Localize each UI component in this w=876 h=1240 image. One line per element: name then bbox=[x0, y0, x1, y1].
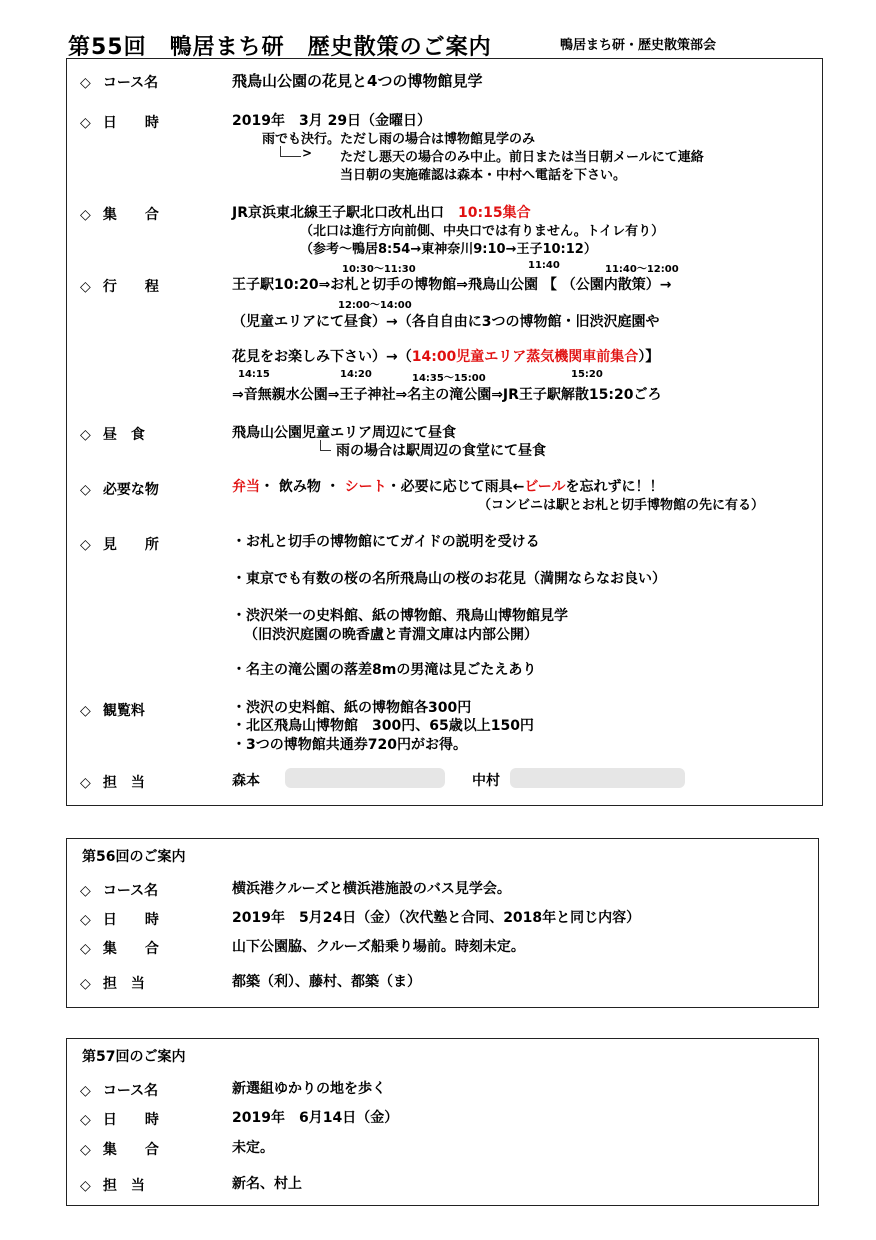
course-value: 飛鳥山公園の花見と4つの博物館見学 bbox=[232, 72, 483, 90]
route-time: 10:30～11:30 bbox=[342, 264, 416, 275]
route-label: ◇ 行 程 bbox=[80, 279, 159, 295]
date-note-confirm: 当日朝の実施確認は森本・中村へ電話を下さい。 bbox=[340, 168, 627, 183]
route-line: （児童エリアにて昼食）→（各自自由に3つの博物館・旧渋沢庭園や bbox=[232, 314, 660, 330]
highlight-item: ・東京でも有数の桜の名所飛鳥山の桜のお花見（満開ならなお良い） bbox=[232, 571, 666, 587]
course-value: 新選組ゆかりの地を歩く bbox=[232, 1081, 386, 1097]
diamond-icon: ◇ bbox=[80, 912, 91, 928]
diamond-icon: ◇ bbox=[80, 207, 91, 223]
course-label: ◇ コース名 bbox=[80, 1083, 159, 1099]
diamond-icon: ◇ bbox=[80, 1083, 91, 1099]
meet-label: ◇ 集 合 bbox=[80, 941, 159, 957]
meet-label: ◇ 集 合 bbox=[80, 207, 159, 223]
route-time: 15:20 bbox=[571, 369, 603, 380]
items-label: ◇ 必要な物 bbox=[80, 482, 159, 498]
meet-label: ◇ 集 合 bbox=[80, 1142, 159, 1158]
lunch-label: ◇ 昼 食 bbox=[80, 427, 145, 443]
diamond-icon: ◇ bbox=[80, 75, 91, 91]
route-line: 花見をお楽しみ下さい）→（14:00児童エリア蒸気機関車前集合）】 bbox=[232, 349, 660, 365]
highlight-note: （旧渋沢庭園の晩香盧と青淵文庫は内部公開） bbox=[244, 627, 538, 643]
meet-note-trains: （参考～鴨居8:54→東神奈川9:10→王子10:12） bbox=[300, 242, 597, 257]
route-time: 11:40 bbox=[528, 260, 560, 271]
route-time: 12:00～14:00 bbox=[338, 300, 412, 311]
diamond-icon: ◇ bbox=[80, 703, 91, 719]
items-value: 弁当・ 飲み物 ・ シート・必要に応じて雨具←ビールを忘れずに！！ bbox=[232, 479, 664, 495]
diamond-icon: ◇ bbox=[80, 883, 91, 899]
route-line: ⇒音無親水公園⇒王子神社⇒名主の滝公園⇒JR王子駅解散15:20ごろ bbox=[232, 387, 662, 403]
staff-name: 中村 bbox=[472, 773, 500, 789]
staff-label: ◇ 担 当 bbox=[80, 1178, 145, 1194]
fee-item: ・北区飛鳥山博物館 300円、65歳以上150円 bbox=[232, 718, 534, 734]
lunch-value: 飛鳥山公園児童エリア周辺にて昼食 bbox=[232, 425, 456, 441]
course-label: ◇ コース名 bbox=[80, 75, 159, 91]
staff-value: 新名、村上 bbox=[232, 1176, 302, 1192]
highlight-item: ・お札と切手の博物館にてガイドの説明を受ける bbox=[232, 534, 540, 550]
branch-arrow-icon bbox=[280, 146, 301, 157]
staff-label: ◇ 担 当 bbox=[80, 775, 145, 791]
fee-label: ◇ 観覧料 bbox=[80, 703, 145, 719]
date-label: ◇ 日 時 bbox=[80, 1112, 159, 1128]
date-value: 2019年 6月14日（金） bbox=[232, 1110, 399, 1126]
fee-item: ・渋沢の史料館、紙の博物館各300円 bbox=[232, 700, 472, 716]
route-time: 14:20 bbox=[340, 369, 372, 380]
meet-time: 10:15集合 bbox=[458, 205, 531, 221]
items-note: （コンビニは駅とお札と切手博物館の先に有る） bbox=[478, 498, 765, 513]
redacted-phone bbox=[285, 768, 445, 788]
diamond-icon: ◇ bbox=[80, 976, 91, 992]
diamond-icon: ◇ bbox=[80, 279, 91, 295]
meet-note-exit: （北口は進行方向前側、中央口では有りません。トイレ有り） bbox=[300, 224, 665, 239]
diamond-icon: ◇ bbox=[80, 1142, 91, 1158]
route-time: 11:40～12:00 bbox=[605, 264, 679, 275]
staff-value: 都築（利）、藤村、都築（ま） bbox=[232, 974, 421, 990]
event57-heading: 第57回のご案内 bbox=[82, 1049, 186, 1065]
staff-label: ◇ 担 当 bbox=[80, 976, 145, 992]
page-title: 第55回 鴨居まち研 歴史散策のご案内 bbox=[68, 35, 492, 60]
diamond-icon: ◇ bbox=[80, 941, 91, 957]
event56-heading: 第56回のご案内 bbox=[82, 849, 186, 865]
date-label: ◇ 日 時 bbox=[80, 115, 159, 131]
route-time: 14:15 bbox=[238, 369, 270, 380]
highlights-label: ◇ 見 所 bbox=[80, 537, 159, 553]
meet-value: 未定。 bbox=[232, 1140, 274, 1156]
date-value: 2019年 5月24日（金）（次代塾と合同、2018年と同じ内容） bbox=[232, 910, 641, 926]
lunch-note: 雨の場合は駅周辺の食堂にて昼食 bbox=[336, 443, 546, 459]
route-time: 14:35～15:00 bbox=[412, 373, 486, 384]
diamond-icon: ◇ bbox=[80, 537, 91, 553]
diamond-icon: ◇ bbox=[80, 1178, 91, 1194]
diamond-icon: ◇ bbox=[80, 482, 91, 498]
diamond-icon: ◇ bbox=[80, 427, 91, 443]
highlight-item: ・渋沢栄一の史料館、紙の博物館、飛鳥山博物館見学 bbox=[232, 608, 568, 624]
route-line: 王子駅10:20⇒お札と切手の博物館⇒飛鳥山公園 【 （公園内散策）→ bbox=[232, 277, 672, 293]
meet-value: JR京浜東北線王子駅北口改札出口 10:15集合 bbox=[232, 205, 531, 221]
diamond-icon: ◇ bbox=[80, 115, 91, 131]
course-value: 横浜港クルーズと横浜港施設のバス見学会。 bbox=[232, 881, 511, 897]
organizer-name: 鴨居まち研・歴史散策部会 bbox=[560, 38, 717, 53]
date-note-cancel: ただし悪天の場合のみ中止。前日または当日朝メールにて連絡 bbox=[340, 150, 704, 165]
meet-value: 山下公園脇、クルーズ船乗り場前。時刻未定。 bbox=[232, 939, 525, 955]
diamond-icon: ◇ bbox=[80, 1112, 91, 1128]
branch-arrow-icon bbox=[320, 440, 331, 451]
staff-name: 森本 bbox=[232, 773, 260, 789]
fee-item: ・3つの博物館共通券720円がお得。 bbox=[232, 737, 467, 753]
date-label: ◇ 日 時 bbox=[80, 912, 159, 928]
gather-time: 14:00児童エリア蒸気機関車前集合 bbox=[411, 349, 639, 365]
arrow-right-icon: > bbox=[302, 146, 313, 160]
highlight-item: ・名主の滝公園の落差8mの男滝は見ごたえあり bbox=[232, 662, 537, 678]
date-value: 2019年 3月 29日（金曜日） bbox=[232, 113, 432, 129]
redacted-phone bbox=[510, 768, 685, 788]
course-label: ◇ コース名 bbox=[80, 883, 159, 899]
date-note-rain: 雨でも決行。ただし雨の場合は博物館見学のみ bbox=[262, 132, 536, 147]
diamond-icon: ◇ bbox=[80, 775, 91, 791]
